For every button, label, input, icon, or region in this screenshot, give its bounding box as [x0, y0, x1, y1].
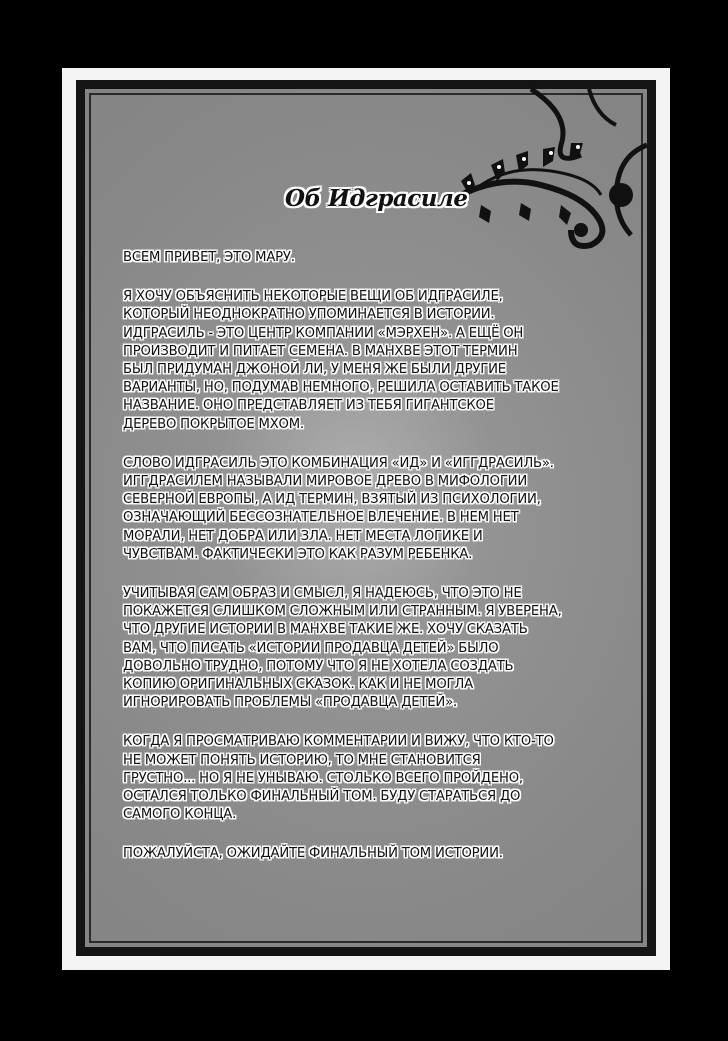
text-line: Я ХОЧУ ОБЪЯСНИТЬ НЕКОТОРЫЕ ВЕЩИ ОБ ИДГРАСИЛЕ, [123, 289, 503, 305]
paragraph [123, 455, 623, 564]
paragraph [123, 845, 623, 863]
paragraph [123, 288, 623, 434]
text-panel [76, 80, 656, 956]
text-line: ЧУВСТВАМ. ФАКТИЧЕСКИ ЭТО КАК РАЗУМ РЕБЕНКА. [123, 546, 473, 562]
text-line: КОГДА Я ПРОСМАТРИВАЮ КОММЕНТАРИИ И ВИЖУ, ЧТО КТО-ТО [123, 734, 554, 750]
text-line: ДЕРЕВО ПОКРЫТОЕ МХОМ. [123, 416, 304, 432]
text-line: БЫЛ ПРИДУМАН ДЖОНОЙ ЛИ, У МЕНЯ ЖЕ БЫЛИ ДРУГИЕ [123, 362, 506, 378]
text-line: НЕ МОЖЕТ ПОНЯТЬ ИСТОРИЮ, ТО МНЕ СТАНОВИТСЯ [123, 752, 481, 768]
text-line: НАЗВАНИЕ. ОНО ПРЕДСТАВЛЯЕТ ИЗ ТЕБЯ ГИГАНТСКОЕ [123, 398, 494, 414]
text-line: ИДГРАСИЛЬ - ЭТО ЦЕНТР КОМПАНИИ «МЭРХЕН». А ЕЩЁ ОН [123, 325, 524, 341]
paragraph [123, 585, 623, 712]
text-line: ОСТАЛСЯ ТОЛЬКО ФИНАЛЬНЫЙ ТОМ. БУДУ СТАРАТЬСЯ ДО [123, 789, 521, 805]
text-line: КОТОРЫЙ НЕОДНОКРАТНО УПОМИНАЕТСЯ В ИСТОРИИ. [123, 307, 495, 323]
text-line: ИГНОРИРОВАТЬ ПРОБЛЕМЫ «ПРОДАВЦА ДЕТЕЙ». [123, 695, 457, 711]
text-line: ОЗНАЧАЮЩИЙ БЕССОЗНАТЕЛЬНОЕ ВЛЕЧЕНИЕ. В НЕМ НЕТ [123, 510, 519, 526]
text-line: СЕВЕРНОЙ ЕВРОПЫ, А ИД ТЕРМИН, ВЗЯТЫЙ ИЗ ПСИХОЛОГИИ, [123, 492, 541, 508]
article-body [123, 249, 623, 885]
text-line: ИГГДРАСИЛЕМ НАЗЫВАЛИ МИРОВОЕ ДРЕВО В МИФОЛОГИИ [123, 474, 528, 490]
text-line: СЛОВО ИДГРАСИЛЬ ЭТО КОМБИНАЦИЯ «ИД» И «ИГГДРАСИЛЬ». [123, 455, 554, 471]
text-line: МОРАЛИ, НЕТ ДОБРА ИЛИ ЗЛА. НЕТ МЕСТА ЛОГИКЕ И [123, 528, 483, 544]
floral-ornament-icon [421, 85, 651, 255]
text-line: КОПИЮ ОРИГИНАЛЬНЫХ СКАЗОК. КАК И НЕ МОГЛА [123, 677, 473, 693]
text-line: САМОГО КОНЦА. [123, 807, 237, 823]
paragraph [123, 249, 623, 267]
manga-page [62, 68, 670, 970]
text-line: ПОЖАЛУЙСТА, ОЖИДАЙТЕ ФИНАЛЬНЫЙ ТОМ ИСТОРИИ. [123, 846, 503, 862]
page-title: Об Идграсиле [285, 185, 468, 212]
paragraph [123, 733, 623, 824]
text-line: ЧТО ДРУГИЕ ИСТОРИИ В МАНХВЕ ТАКИЕ ЖЕ. ХОЧУ СКАЗАТЬ [123, 622, 528, 638]
text-line: ПОКАЖЕТСЯ СЛИШКОМ СЛОЖНЫМ ИЛИ СТРАННЫМ. Я УВЕРЕНА, [123, 604, 562, 620]
text-line: ВАРИАНТЫ, НО, ПОДУМАВ НЕМНОГО, РЕШИЛА ОСТАВИТЬ ТАКОЕ [123, 380, 559, 396]
text-line: ГРУСТНО... НО Я НЕ УНЫВАЮ. СТОЛЬКО ВСЕГО ПРОЙДЕНО, [123, 770, 523, 786]
text-line: ВСЕМ ПРИВЕТ, ЭТО МАРУ. [123, 250, 295, 265]
text-line: УЧИТЫВАЯ САМ ОБРАЗ И СМЫСЛ, Я НАДЕЮСЬ, ЧТО ЭТО НЕ [123, 586, 522, 602]
text-line: ВАМ, ЧТО ПИСАТЬ «ИСТОРИИ ПРОДАВЦА ДЕТЕЙ» БЫЛО [123, 640, 499, 656]
text-line: ДОВОЛЬНО ТРУДНО, ПОТОМУ ЧТО Я НЕ ХОТЕЛА СОЗДАТЬ [123, 658, 514, 674]
text-line: ПРОИЗВОДИТ И ПИТАЕТ СЕМЕНА. В МАНХВЕ ЭТОТ ТЕРМИН [123, 343, 518, 359]
